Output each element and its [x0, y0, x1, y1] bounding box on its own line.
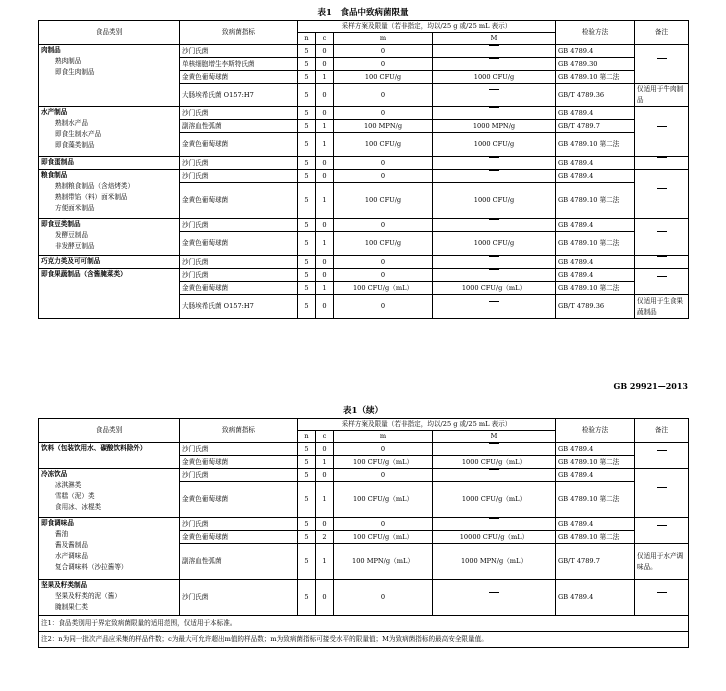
method-cell: GB/T 4789.7 [556, 544, 635, 580]
method-cell: GB 4789.10 第二法 [556, 133, 635, 157]
limit-m: 100 MPN/g [334, 120, 433, 133]
table-row [39, 269, 689, 282]
table1-title: 表1 食品中致病菌限量 [317, 8, 409, 18]
dash-mark [489, 256, 499, 268]
method-cell: GB 4789.4 [556, 256, 635, 269]
table-row [39, 518, 689, 531]
note-cell [635, 256, 689, 269]
dash-mark [657, 592, 667, 604]
header-category: 食品类别 [39, 21, 180, 45]
pathogen-cell: 金黄色葡萄球菌 [180, 183, 298, 219]
method-cell: GB/T 4789.36 [556, 295, 635, 319]
dash-mark [657, 157, 667, 169]
sample-n: 5 [298, 107, 316, 120]
limit-M [433, 256, 556, 269]
sample-n: 5 [298, 544, 316, 580]
category-cell [39, 219, 180, 256]
table2-section [38, 404, 688, 648]
sample-c: 0 [316, 518, 334, 531]
category-line: 食用冰、冰棍类 [55, 503, 102, 511]
category-cell [39, 518, 180, 580]
limit-M [433, 518, 556, 531]
note-cell [635, 45, 689, 84]
method-cell: GB/T 4789.36 [556, 84, 635, 107]
category-cell [39, 256, 180, 269]
limit-M: 1000 CFU/g（mL） [433, 456, 556, 469]
table-row [39, 469, 689, 482]
category-cell [39, 107, 180, 157]
sample-n: 5 [298, 157, 316, 170]
sample-n: 5 [298, 256, 316, 269]
dash-mark [489, 518, 499, 530]
header-m: m [334, 431, 433, 443]
sample-c: 1 [316, 456, 334, 469]
sample-n: 5 [298, 219, 316, 232]
header-pathogen: 致病菌指标 [180, 21, 298, 45]
pathogen-cell: 沙门氏菌 [180, 107, 298, 120]
header-note: 备注 [635, 419, 689, 443]
category-line: 坚果及籽类制品 [41, 581, 88, 589]
header-c: c [316, 33, 334, 45]
sample-n: 5 [298, 133, 316, 157]
category-line: 粮食制品 [41, 171, 68, 179]
limit-m: 100 CFU/g（mL） [334, 531, 433, 544]
method-cell: GB 4789.10 第二法 [556, 232, 635, 256]
limit-m: 0 [334, 518, 433, 531]
sample-n: 5 [298, 456, 316, 469]
limit-M [433, 580, 556, 616]
category-line: 即食蛋制品 [41, 158, 74, 166]
method-cell: GB 4789.10 第二法 [556, 71, 635, 84]
limit-M: 1000 CFU/g [433, 183, 556, 219]
sample-c: 1 [316, 482, 334, 518]
limit-M: 1000 CFU/g [433, 133, 556, 157]
category-line: 酱及酱制品 [55, 541, 88, 549]
pathogen-cell: 金黄色葡萄球菌 [180, 133, 298, 157]
note-cell [635, 518, 689, 544]
table-row [39, 170, 689, 183]
note-row [39, 632, 689, 648]
header-c: c [316, 431, 334, 443]
table-row [39, 443, 689, 456]
table-row [39, 107, 689, 120]
sample-n: 5 [298, 120, 316, 133]
method-cell: GB 4789.4 [556, 45, 635, 58]
category-cell [39, 580, 180, 616]
method-cell: GB 4789.4 [556, 443, 635, 456]
pathogen-cell: 沙门氏菌 [180, 170, 298, 183]
note-cell [635, 219, 689, 256]
sample-n: 5 [298, 518, 316, 531]
limit-m: 100 CFU/g [334, 133, 433, 157]
pathogen-cell: 沙门氏菌 [180, 256, 298, 269]
dash-mark [657, 487, 667, 499]
category-line: 雪糕（泥）类 [55, 492, 95, 500]
method-cell: GB 4789.10 第二法 [556, 482, 635, 518]
category-cell [39, 269, 180, 319]
limit-m: 100 CFU/g（mL） [334, 282, 433, 295]
header-m: m [334, 33, 433, 45]
category-line: 巧克力类及可可制品 [41, 257, 101, 265]
limit-m: 0 [334, 45, 433, 58]
note-cell [635, 107, 689, 157]
method-cell: GB 4789.4 [556, 269, 635, 282]
table1-header [39, 21, 689, 45]
method-cell: GB 4789.10 第二法 [556, 456, 635, 469]
sample-n: 5 [298, 282, 316, 295]
limit-m: 0 [334, 170, 433, 183]
pathogen-cell: 沙门氏菌 [180, 580, 298, 616]
dash-mark [657, 276, 667, 288]
category-line: 复合调味料（沙拉酱等） [55, 563, 128, 571]
dash-mark [657, 58, 667, 70]
limit-M [433, 170, 556, 183]
header-M: M [433, 33, 556, 45]
table1 [38, 20, 689, 319]
method-cell: GB 4789.4 [556, 518, 635, 531]
sample-c: 1 [316, 232, 334, 256]
sample-c: 0 [316, 295, 334, 319]
sample-n: 5 [298, 269, 316, 282]
limit-M: 1000 CFU/g [433, 71, 556, 84]
note-cell [635, 443, 689, 469]
table1-section [38, 6, 688, 319]
header-method: 检验方法 [556, 21, 635, 45]
limit-m: 0 [334, 256, 433, 269]
sample-n: 5 [298, 232, 316, 256]
note-cell: 仅适用于牛肉制品 [635, 84, 689, 107]
sample-c: 1 [316, 120, 334, 133]
limit-m: 0 [334, 157, 433, 170]
category-line: 即食调味品 [41, 519, 74, 527]
dash-mark [657, 450, 667, 462]
limit-M: 1000 MPN/g（mL） [433, 544, 556, 580]
dash-mark [657, 256, 667, 268]
sample-c: 0 [316, 219, 334, 232]
note-cell [635, 269, 689, 295]
sample-c: 0 [316, 84, 334, 107]
pathogen-cell: 沙门氏菌 [180, 518, 298, 531]
limit-m: 0 [334, 219, 433, 232]
category-line: 腌制果仁类 [55, 603, 88, 611]
sample-c: 1 [316, 71, 334, 84]
header-category: 食品类别 [39, 419, 180, 443]
category-cell [39, 170, 180, 219]
sample-c: 0 [316, 45, 334, 58]
sample-c: 0 [316, 469, 334, 482]
limit-M: 1000 MPN/g [433, 120, 556, 133]
table-row [39, 256, 689, 269]
category-line: 熟制水产品 [55, 119, 88, 127]
note-cell [635, 170, 689, 219]
dash-mark [489, 469, 499, 481]
limit-M [433, 269, 556, 282]
header-n: n [298, 33, 316, 45]
sample-n: 5 [298, 443, 316, 456]
limit-M: 1000 CFU/g（mL） [433, 482, 556, 518]
category-cell [39, 443, 180, 469]
table-row [39, 157, 689, 170]
limit-m: 100 CFU/g [334, 183, 433, 219]
limit-M [433, 469, 556, 482]
table2 [38, 418, 689, 648]
note-cell [635, 469, 689, 518]
category-line: 即食果蔬制品（含酱腌菜类） [41, 270, 127, 278]
category-line: 水产制品 [41, 108, 68, 116]
pathogen-cell: 大肠埃希氏菌 O157:H7 [180, 84, 298, 107]
sample-c: 1 [316, 282, 334, 295]
limit-m: 0 [334, 469, 433, 482]
method-cell: GB 4789.10 第二法 [556, 183, 635, 219]
pathogen-cell: 沙门氏菌 [180, 269, 298, 282]
sample-n: 5 [298, 170, 316, 183]
limit-M: 1000 CFU/g [433, 232, 556, 256]
method-cell: GB 4789.4 [556, 107, 635, 120]
dash-mark [489, 157, 499, 169]
dash-mark [489, 269, 499, 281]
method-cell: GB 4789.4 [556, 157, 635, 170]
limit-M [433, 443, 556, 456]
sample-n: 5 [298, 531, 316, 544]
limit-m: 0 [334, 107, 433, 120]
category-cell [39, 469, 180, 518]
sample-c: 0 [316, 170, 334, 183]
limit-M [433, 58, 556, 71]
sample-c: 2 [316, 531, 334, 544]
limit-m: 0 [334, 580, 433, 616]
pathogen-cell: 大肠埃希氏菌 O157:H7 [180, 295, 298, 319]
dash-mark [489, 592, 499, 604]
method-cell: GB 4789.4 [556, 469, 635, 482]
header-method: 检验方法 [556, 419, 635, 443]
standard-number: GB 29921—2013 [613, 381, 688, 391]
category-line: 非发酵豆制品 [55, 242, 95, 250]
note-cell: 仅适用于水产调味品。 [635, 544, 689, 580]
category-line: 即食生制水产品 [55, 130, 102, 138]
limit-M [433, 157, 556, 170]
category-line: 熟制带馅（料）面米制品 [55, 193, 128, 201]
limit-M [433, 45, 556, 58]
header-plan: 采样方案及限量（若非指定，均以/25 g 或/25 mL 表示） [298, 21, 556, 33]
sample-c: 0 [316, 269, 334, 282]
limit-m: 100 CFU/g（mL） [334, 482, 433, 518]
pathogen-cell: 沙门氏菌 [180, 219, 298, 232]
limit-m: 0 [334, 84, 433, 107]
note-cell: 仅适用于生食果蔬制品 [635, 295, 689, 319]
category-line: 酱油 [55, 530, 69, 538]
sample-c: 0 [316, 157, 334, 170]
limit-M [433, 295, 556, 319]
pathogen-cell: 单核细胞增生李斯特氏菌 [180, 58, 298, 71]
limit-m: 100 CFU/g [334, 71, 433, 84]
sample-c: 1 [316, 133, 334, 157]
footnote: 注2：n为同一批次产品应采集的样品件数；c为最大可允许超出m值的样品数；m为致病菌指标可接受水平的限量值；M为致病菌指标的最高安全限量值。 [39, 632, 689, 648]
dash-mark [489, 301, 499, 313]
sample-n: 5 [298, 469, 316, 482]
category-line: 发酵豆制品 [55, 231, 88, 239]
sample-c: 0 [316, 256, 334, 269]
category-line: 即食豆类制品 [41, 220, 81, 228]
header-M: M [433, 431, 556, 443]
sample-n: 5 [298, 183, 316, 219]
dash-mark [489, 170, 499, 182]
category-line: 冷冻饮品 [41, 470, 68, 478]
dash-mark [489, 89, 499, 101]
dash-mark [657, 188, 667, 200]
category-cell [39, 157, 180, 170]
header-plan: 采样方案及限量（若非指定，均以/25 g 或/25 mL 表示） [298, 419, 556, 431]
note-row [39, 616, 689, 632]
method-cell: GB 4789.30 [556, 58, 635, 71]
table2-title: 表1（续） [343, 406, 383, 416]
sample-c: 1 [316, 544, 334, 580]
note-cell [635, 157, 689, 170]
category-line: 肉制品 [41, 46, 61, 54]
limit-m: 0 [334, 443, 433, 456]
pathogen-cell: 沙门氏菌 [180, 45, 298, 58]
limit-m: 0 [334, 295, 433, 319]
category-line: 水产调味品 [55, 552, 88, 560]
sample-n: 5 [298, 71, 316, 84]
pathogen-cell: 金黄色葡萄球菌 [180, 282, 298, 295]
dash-mark [489, 45, 499, 57]
sample-c: 1 [316, 183, 334, 219]
limit-m: 100 CFU/g（mL） [334, 456, 433, 469]
category-line: 方便面米制品 [55, 204, 95, 212]
limit-m: 100 MPN/g（mL） [334, 544, 433, 580]
table1-body [39, 45, 689, 319]
category-line: 冰淇淋类 [55, 481, 82, 489]
method-cell: GB 4789.4 [556, 219, 635, 232]
method-cell: GB 4789.10 第二法 [556, 531, 635, 544]
limit-M: 1000 CFU/g（mL） [433, 282, 556, 295]
category-line: 即食藻类制品 [55, 141, 95, 149]
table-row [39, 45, 689, 58]
category-cell [39, 45, 180, 107]
dash-mark [657, 525, 667, 537]
pathogen-cell: 副溶血性弧菌 [180, 544, 298, 580]
sample-c: 0 [316, 580, 334, 616]
table2-body [39, 443, 689, 648]
dash-mark [489, 58, 499, 70]
table2-header [39, 419, 689, 443]
limit-m: 0 [334, 269, 433, 282]
table-row [39, 219, 689, 232]
limit-M [433, 107, 556, 120]
sample-c: 0 [316, 107, 334, 120]
dash-mark [489, 443, 499, 455]
sample-n: 5 [298, 84, 316, 107]
method-cell: GB/T 4789.7 [556, 120, 635, 133]
category-line: 熟肉制品 [55, 57, 82, 65]
sample-n: 5 [298, 580, 316, 616]
note-cell [635, 580, 689, 616]
method-cell: GB 4789.10 第二法 [556, 282, 635, 295]
sample-n: 5 [298, 45, 316, 58]
pathogen-cell: 副溶血性弧菌 [180, 120, 298, 133]
method-cell: GB 4789.4 [556, 170, 635, 183]
limit-M: 10000 CFU/g（mL） [433, 531, 556, 544]
pathogen-cell: 金黄色葡萄球菌 [180, 531, 298, 544]
pathogen-cell: 金黄色葡萄球菌 [180, 232, 298, 256]
sample-n: 5 [298, 58, 316, 71]
category-line: 即食生肉制品 [55, 68, 95, 76]
sample-c: 0 [316, 58, 334, 71]
header-note: 备注 [635, 21, 689, 45]
method-cell: GB 4789.4 [556, 580, 635, 616]
limit-m: 0 [334, 58, 433, 71]
sample-n: 5 [298, 482, 316, 518]
pathogen-cell: 金黄色葡萄球菌 [180, 456, 298, 469]
dash-mark [657, 231, 667, 243]
category-line: 熟制粮食制品（含焙烤类） [55, 182, 135, 190]
header-pathogen: 致病菌指标 [180, 419, 298, 443]
category-line: 坚果及籽类的泥（酱） [55, 592, 121, 600]
pathogen-cell: 沙门氏菌 [180, 443, 298, 456]
sample-c: 0 [316, 443, 334, 456]
pathogen-cell: 金黄色葡萄球菌 [180, 71, 298, 84]
sample-n: 5 [298, 295, 316, 319]
pathogen-cell: 金黄色葡萄球菌 [180, 482, 298, 518]
limit-M [433, 84, 556, 107]
limit-M [433, 219, 556, 232]
limit-m: 100 CFU/g [334, 232, 433, 256]
category-line: 饮料（包装饮用水、碳酸饮料除外） [41, 444, 147, 452]
dash-mark [657, 126, 667, 138]
pathogen-cell: 沙门氏菌 [180, 469, 298, 482]
footnote: 注1：食品类别用于界定致病菌限量的适用范围，仅适用于本标准。 [39, 616, 689, 632]
dash-mark [489, 107, 499, 119]
header-n: n [298, 431, 316, 443]
pathogen-cell: 沙门氏菌 [180, 157, 298, 170]
dash-mark [489, 219, 499, 231]
table-row [39, 580, 689, 616]
